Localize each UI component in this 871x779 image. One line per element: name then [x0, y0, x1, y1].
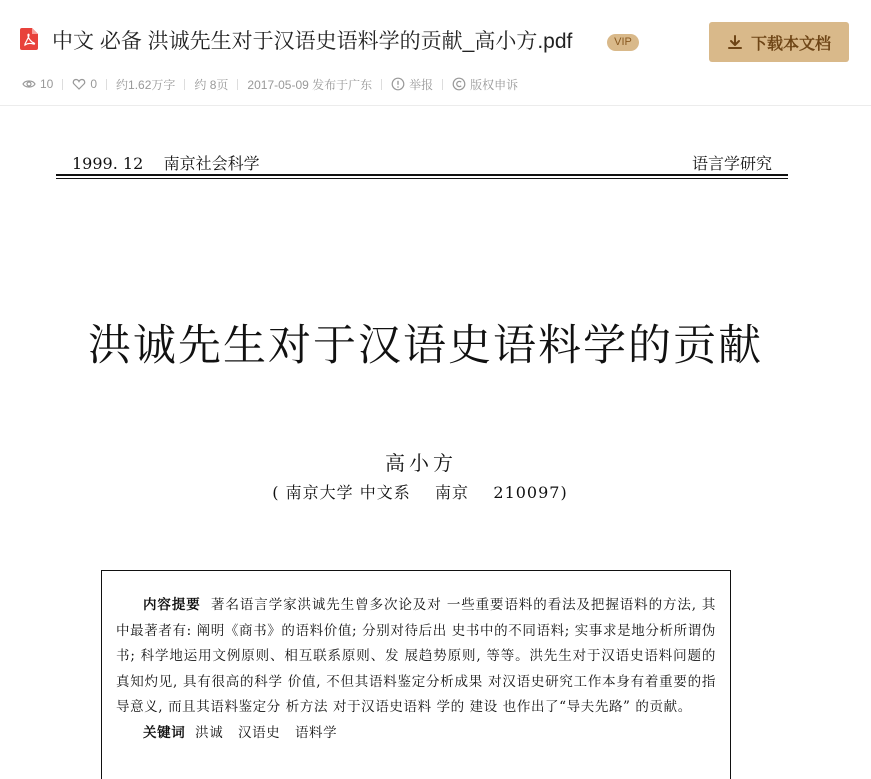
- abstract-box: [101, 570, 731, 779]
- warning-icon: [391, 77, 405, 91]
- download-icon: [727, 34, 743, 50]
- views-value: 10: [40, 77, 54, 91]
- document-page: [0, 107, 871, 779]
- download-button-label: 下载本文档: [750, 35, 831, 53]
- document-header: [0, 0, 871, 106]
- heart-icon: [72, 77, 86, 91]
- document-meta: [22, 75, 518, 93]
- meta-divider: [381, 79, 382, 90]
- meta-divider: [237, 79, 238, 90]
- keywords-label: 关键词: [143, 724, 186, 741]
- likes-value: 0: [90, 77, 98, 91]
- copyright-label: 版权申诉: [470, 77, 519, 92]
- page-count: 约 8页: [194, 77, 229, 92]
- report-link[interactable]: [391, 76, 433, 93]
- views-count: [22, 77, 53, 91]
- abstract-label: 内容提要: [143, 597, 201, 613]
- article-title: 洪诚先生对于汉语史语料学的贡献: [88, 321, 763, 371]
- running-head-right: 语言学研究: [691, 154, 772, 173]
- download-button[interactable]: [709, 22, 849, 62]
- copyright-link[interactable]: [452, 76, 518, 93]
- abstract-text: 著名语言学家洪诚先生曾多次论及对 一些重要语料的看法及把握语料的方法, 其中最著者有: 阐明《商书》的语料价值; 分别对待后出 史书中的不同语料; 实事求是地分析所谓伪书; 科学地运用文例原则、相互联系原则、发 展趋势原则, 等等。洪先生对于汉语史语料问题的真知灼见, 具有很高的科学 价值, 不但其语料鉴定分析成果 对汉语史研究工作本身有着重要的指导意义, 而且其语料鉴定分 析方法 对于汉语史语料 学的 建设 也作出了“导夫先路” 的贡献。: [116, 597, 717, 715]
- abstract-paragraph: [116, 593, 716, 721]
- vip-badge: VIP: [607, 34, 639, 51]
- word-count: 约1.62万字: [116, 77, 176, 92]
- keywords-text: 洪诚 汉语史 语料学: [185, 724, 338, 741]
- copyright-icon: [452, 77, 466, 91]
- meta-divider: [106, 79, 107, 90]
- running-head-left: 1999. 12 南京社会科学: [72, 154, 260, 173]
- pdf-file-icon: [20, 28, 38, 50]
- like-button[interactable]: [72, 77, 97, 91]
- publish-info: 2017-05-09 发布于广东: [247, 77, 373, 92]
- header-rule: [56, 174, 788, 176]
- header-rule-thin: [56, 178, 788, 179]
- meta-divider: [62, 79, 63, 90]
- author-name: 高小方: [385, 451, 457, 475]
- document-title: 中文 必备 洪诚先生对于汉语史语料学的贡献_高小方.pdf: [52, 30, 573, 53]
- author-affiliation: ( 南京大学 中文系 南京 210097): [272, 483, 568, 502]
- eye-icon: [22, 77, 36, 91]
- meta-divider: [184, 79, 185, 90]
- running-head: [56, 151, 788, 173]
- report-label: 举报: [409, 77, 434, 92]
- keywords-line: [116, 721, 716, 747]
- meta-divider: [442, 79, 443, 90]
